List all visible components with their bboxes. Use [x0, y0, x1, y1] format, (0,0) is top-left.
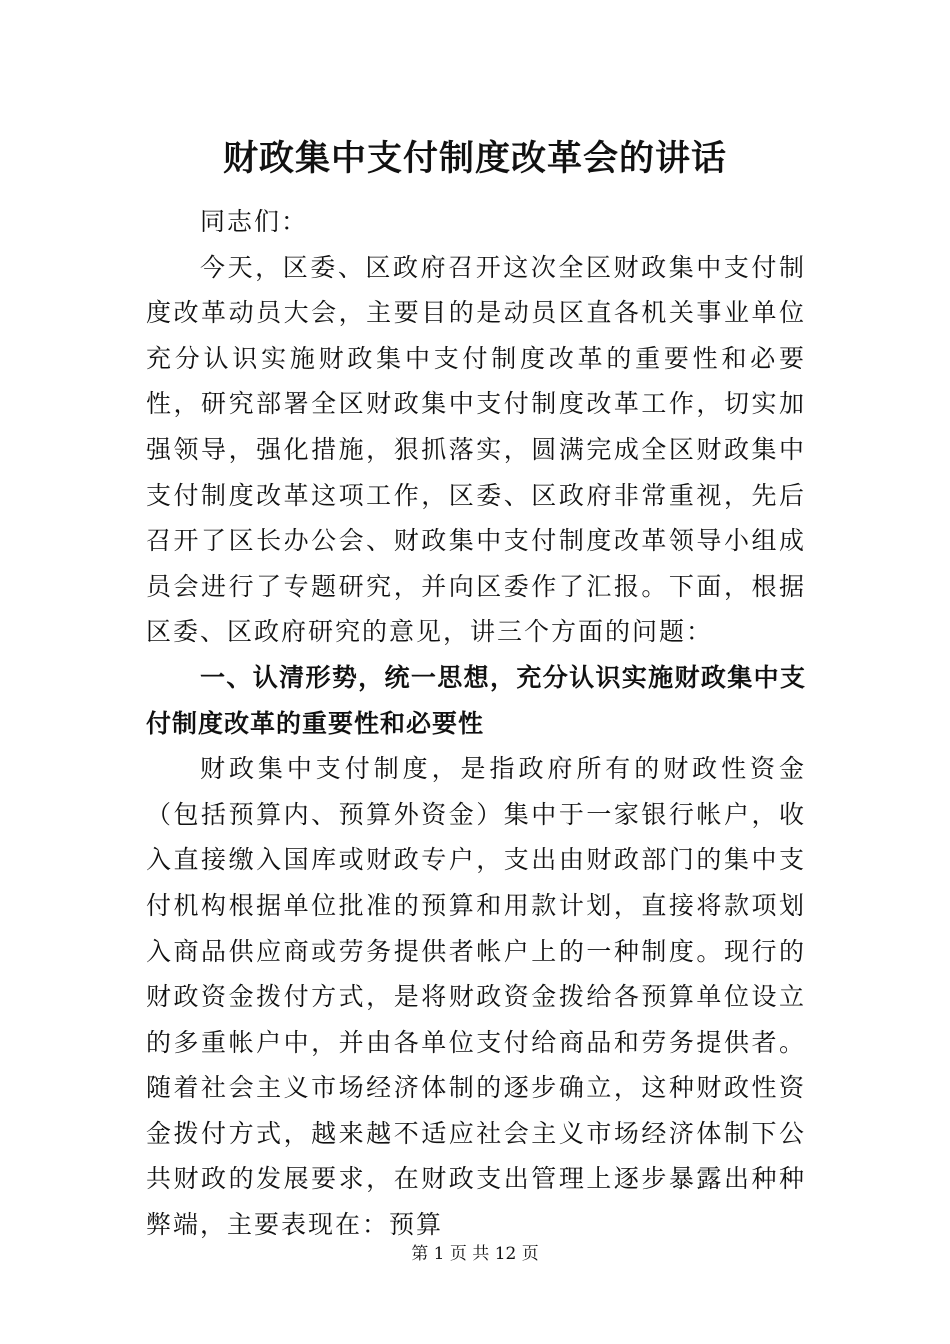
section-heading: 一、认清形势，统一思想，充分认识实施财政集中支付制度改革的重要性和必要性: [146, 662, 806, 738]
document-title: 财政集中支付制度改革会的讲话: [222, 138, 727, 179]
section-paragraph: 财政集中支付制度，是指政府所有的财政性资金（包括预算内、预算外资金）集中于一家银行帐户，收入直接缴入国库或财政专户，支出由财政部门的集中支付机构根据单位批准的预算和用款计划，直接将款项划入商品供应商或劳务提供者帐户上的一种制度。现行的财政资金拨付方式，是将财政资金拨给各预算单位设立的多重帐户中，并由各单位支付给商品和劳务提供者。随着社会主义市场经济体制的逐步确立，这种财政性资金拨付方式，越来越不适应社会主义市场经济体制下公共财政的发展要求，在财政支出管理上逐步暴露出种种弊端，主要表现在：预算: [146, 754, 806, 1240]
page-number-footer: 第 1 页 共 12 页: [411, 1244, 539, 1264]
document-body: [146, 199, 806, 1248]
intro-paragraph: 今天，区委、区政府召开这次全区财政集中支付制度改革动员大会，主要目的是动员区直各机关事业单位充分认识实施财政集中支付制度改革的重要性和必要性，研究部署全区财政集中支付制度改革工作，切实加强领导，强化措施，狠抓落实，圆满完成全区财政集中支付制度改革这项工作，区委、区政府非常重视，先后召开了区长办公会、财政集中支付制度改革领导小组成员会进行了专题研究，并向区委作了汇报。下面，根据区委、区政府研究的意见，讲三个方面的问题：: [146, 252, 806, 647]
salutation: 同志们：: [200, 207, 309, 236]
